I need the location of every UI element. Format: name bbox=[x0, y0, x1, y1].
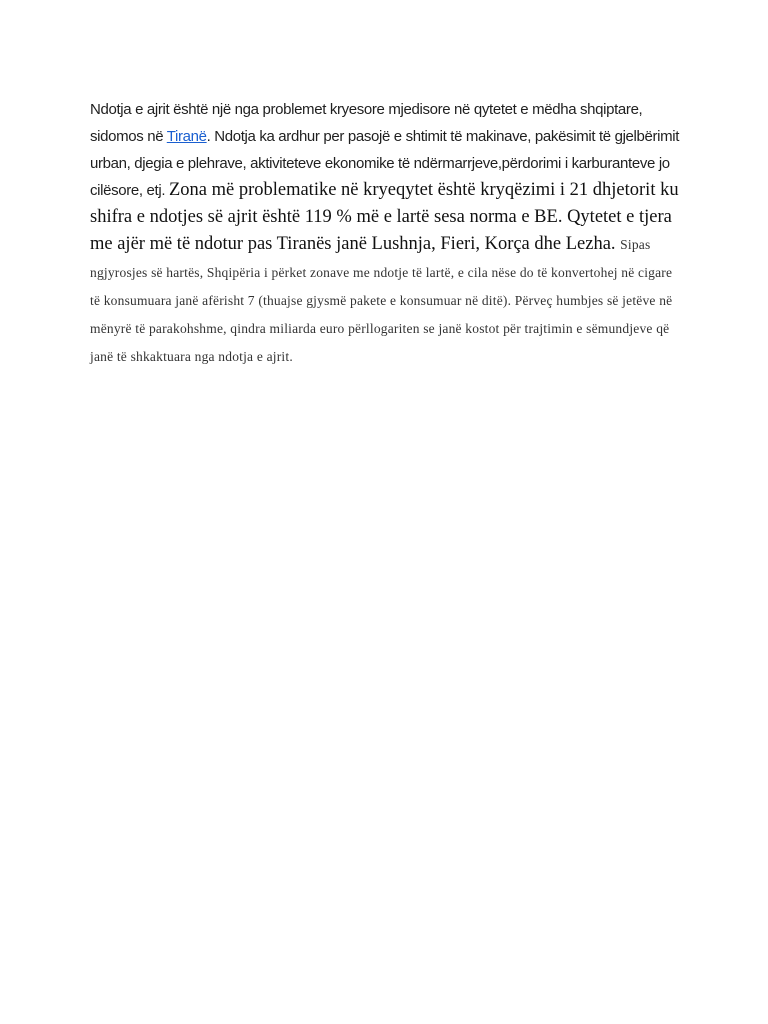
tirane-link[interactable]: Tiranë bbox=[166, 128, 207, 145]
document-page bbox=[90, 96, 680, 371]
body-paragraph bbox=[90, 96, 680, 371]
map-coloring-text: Sipas ngjyrosjes së hartës, Shqipëria i përket zonave me ndotje të lartë, e cila nëse do të konvertohej në cigare të konsumuara janë afërisht 7 (thuajse gjysmë pakete e konsumuar në ditë). Përveç humbjes së jetëve në mënyrë të parakohshme, qindra miliarda euro përllogariten se janë kostot për trajtimin e sëmundjeve që janë të shkaktuara nga ndotja e ajrit. bbox=[90, 237, 673, 364]
problem-zone-text: Zona më problematike në kryeqytet është kryqëzimi i 21 dhjetorit ku shifra e ndotjes së ajrit është 119 % më e lartë sesa norma e BE. Qytetet e tjera me ajër më të ndotur pas Tiranës janë Lushnja, Fieri, Korça dhe Lezha. bbox=[90, 180, 679, 254]
intro-text: Ndotja e ajrit është një nga problemet kryesore mjedisore në qytetet e mëdha shqiptare, sidomos në bbox=[90, 101, 643, 145]
causes-text: . Ndotja ka ardhur per pasojë e shtimit të makinave, pakësimit të gjelbërimit urban, djegia e plehrave, aktiviteteve ekonomike të ndërmarrjeve,përdorimi i karburanteve jo cilësore, etj. bbox=[90, 128, 680, 199]
